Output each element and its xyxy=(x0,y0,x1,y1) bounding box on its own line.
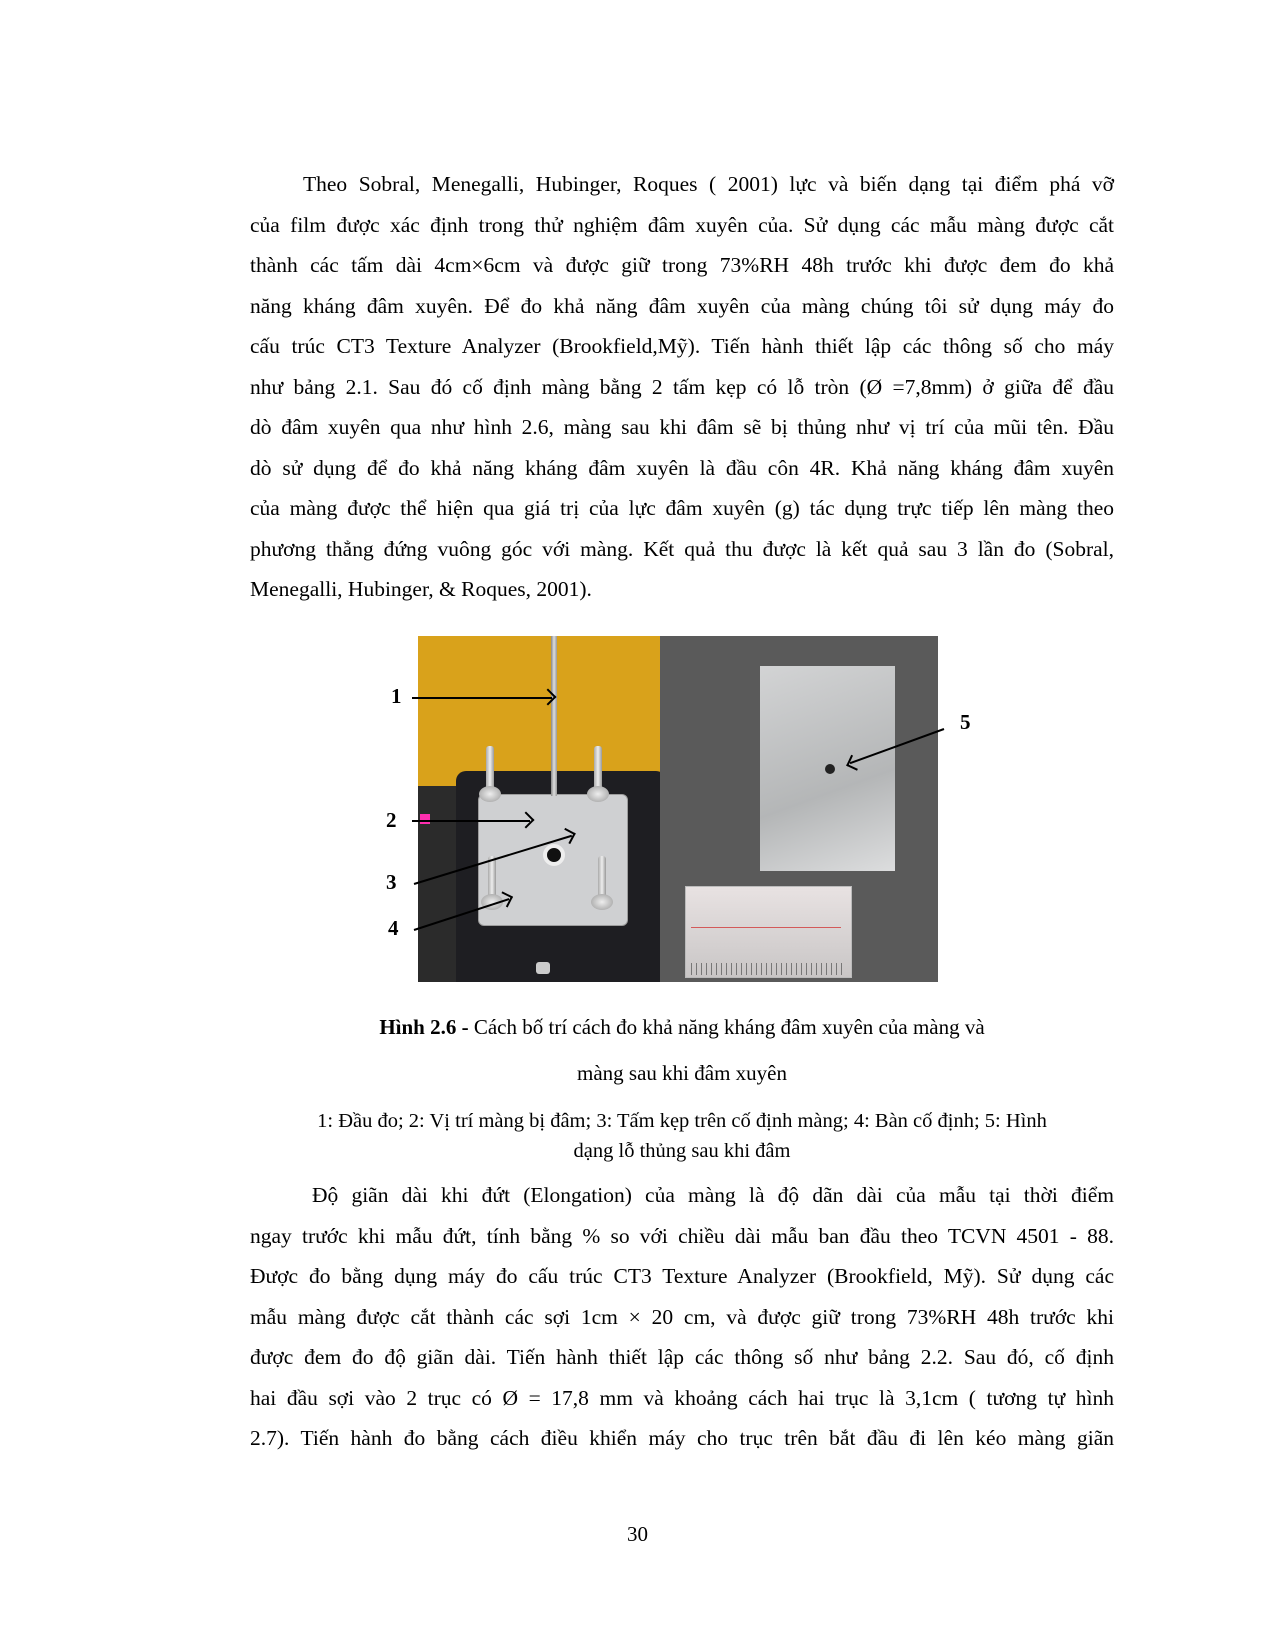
ruler-line xyxy=(691,927,841,928)
page-number: 30 xyxy=(627,1522,648,1546)
text-line: Độ giãn dài khi đứt (Elongation) của màng là độ dãn dài của mẫu tại thời điểm xyxy=(312,1183,1114,1207)
clamp-post-cap xyxy=(587,786,609,802)
legend-line: dạng lỗ thủng sau khi đâm xyxy=(573,1140,791,1162)
text-line: mẫu màng được cắt thành các sợi 1cm × 20 cm, và được giữ trong 73%RH 48h trước khi xyxy=(250,1304,1114,1329)
text-line: Được đo bằng dụng máy đo cấu trúc CT3 Texture Analyzer (Brookfield, Mỹ). Sử dụng các xyxy=(250,1264,1114,1288)
text-line: của film được xác định trong thử nghiệm đâm xuyên của. Sử dụng các mẫu màng được cắt xyxy=(250,212,1114,237)
text-line: dò đâm xuyên qua như hình 2.6, màng sau khi đâm sẽ bị thủng như vị trí của mũi tên. Đầu xyxy=(250,415,1114,439)
pink-marker xyxy=(420,814,430,824)
figure-caption-line2: màng sau khi đâm xuyên xyxy=(577,1061,787,1085)
paragraph-elongation xyxy=(250,1175,1114,1459)
ruler-ticks xyxy=(691,963,846,975)
film-puncture-hole xyxy=(825,764,835,774)
figure-caption xyxy=(250,1015,1114,1040)
callout-label-2: 2 xyxy=(386,808,397,832)
callout-label-1: 1 xyxy=(391,684,402,708)
text-line: dò sử dụng để đo khả năng kháng đâm xuyên là đầu côn 4R. Khả năng kháng đâm xuyên xyxy=(250,455,1114,480)
puncture-hole xyxy=(543,844,565,866)
clamp-post-cap xyxy=(479,786,501,802)
callout-label-5: 5 xyxy=(960,710,971,734)
thumb-screw xyxy=(536,962,550,974)
texture-analyzer-photo xyxy=(418,636,660,982)
text-line: hai đầu sợi vào 2 trục có Ø = 17,8 mm và khoảng cách hai trục là 3,1cm ( tương tự hình xyxy=(250,1385,1114,1410)
text-line: được đem đo độ giãn dài. Tiến hành thiết lập các thông số như bảng 2.2. Sau đó, cố định xyxy=(250,1345,1114,1369)
arrow-icon xyxy=(412,697,552,699)
callout-label-3: 3 xyxy=(386,870,397,894)
text-line: như bảng 2.1. Sau đó cố định màng bằng 2 tấm kẹp có lỗ tròn (Ø =7,8mm) ở giữa để đầu xyxy=(250,374,1114,399)
arrow-icon xyxy=(412,820,530,822)
clamp-post-cap xyxy=(591,894,613,910)
figure-photo xyxy=(418,636,938,982)
text-line: phương thẳng đứng vuông góc với màng. Kết quả thu được là kết quả sau 3 lần đo (Sobral, xyxy=(250,536,1114,561)
text-line: Menegalli, Hubinger, & Roques, 2001). xyxy=(250,577,592,601)
figure-legend xyxy=(250,1106,1114,1166)
text-line: cấu trúc CT3 Texture Analyzer (Brookfield,Mỹ). Tiến hành thiết lập các thông số cho máy xyxy=(250,334,1114,358)
legend-line: 1: Đầu đo; 2: Vị trí màng bị đâm; 3: Tấm kẹp trên cố định màng; 4: Bàn cố định; 5: Hình xyxy=(317,1110,1047,1132)
figure-number: Hình 2.6 - xyxy=(379,1015,469,1039)
figure-caption-text: Cách bố trí cách đo khả năng kháng đâm xuyên của màng và xyxy=(468,1015,985,1039)
text-line: năng kháng đâm xuyên. Để đo khả năng đâm xuyên của màng chúng tôi sử dụng máy đo xyxy=(250,293,1114,318)
callout-label-4: 4 xyxy=(388,916,399,940)
text-line: ngay trước khi mẫu đứt, tính bằng % so với chiều dài mẫu ban đầu theo TCVN 4501 - 88. xyxy=(250,1223,1114,1248)
paragraph-puncture-test xyxy=(250,164,1114,610)
probe-rod xyxy=(551,636,557,796)
text-line: 2.7). Tiến hành đo bằng cách điều khiển máy cho trục trên bắt đầu đi lên kéo màng giãn xyxy=(250,1426,1114,1450)
text-line: của màng được thể hiện qua giá trị của lực đâm xuyên (g) tác dụng trực tiếp lên màng theo xyxy=(250,496,1114,520)
text-line: Theo Sobral, Menegalli, Hubinger, Roques ( 2001) lực và biến dạng tại điểm phá vỡ xyxy=(303,172,1114,196)
text-line: thành các tấm dài 4cm×6cm và được giữ trong 73%RH 48h trước khi được đem đo khả xyxy=(250,253,1114,277)
punctured-film-photo xyxy=(660,636,938,982)
ruler xyxy=(685,886,852,978)
